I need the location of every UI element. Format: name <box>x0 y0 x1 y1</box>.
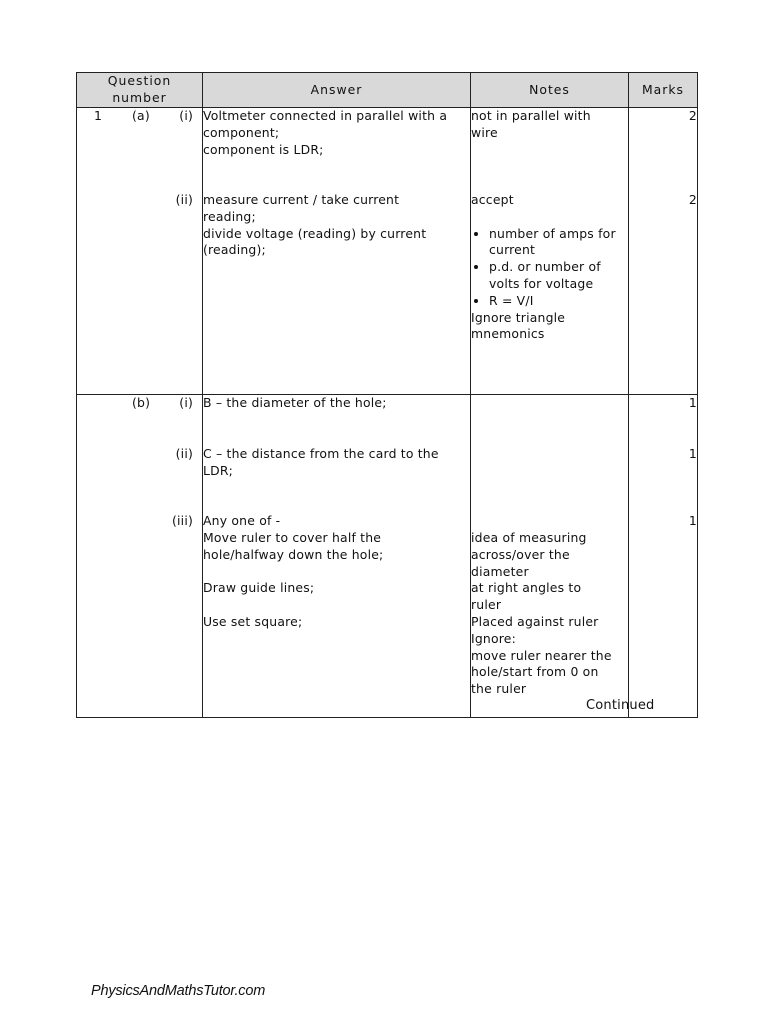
notes-line: wire <box>471 124 498 140</box>
list-item: • number of amps for current <box>489 226 628 260</box>
answer-line: Any one of - <box>203 513 281 528</box>
answer-b-i <box>203 395 470 446</box>
mark-scheme-table <box>76 72 698 718</box>
answer-line: B – the diameter of the hole; <box>203 395 387 410</box>
list-item: • p.d. or number of volts for voltage <box>489 259 628 293</box>
section-b-answer-cell <box>203 395 471 718</box>
answer-line: component; <box>203 124 280 140</box>
section-a-question-cell <box>77 108 203 395</box>
answer-line: Voltmeter connected in parallel with a <box>203 108 448 123</box>
answer-option-line: Draw guide lines; <box>203 580 315 596</box>
marks-a-ii: 2 <box>688 192 697 207</box>
notes-accept-list <box>471 226 628 310</box>
section-a-notes-cell <box>471 108 629 395</box>
section-b-notes-cell <box>471 395 629 718</box>
answer-line: (reading); <box>203 242 266 258</box>
header-marks: Marks <box>629 73 698 108</box>
subpart-a-ii-label: (ii) <box>175 192 193 207</box>
answer-a-i <box>203 108 470 192</box>
answer-line: LDR; <box>203 462 234 478</box>
subpart-b-ii-label: (ii) <box>175 446 193 461</box>
subpart-a-i-label: (i) <box>179 108 193 123</box>
footer-site-name: PhysicsAndMathsTutor.com <box>91 983 266 999</box>
notes-line: the ruler <box>471 681 527 697</box>
answer-line: reading; <box>203 208 256 224</box>
notes-line: at right angles to <box>471 580 582 596</box>
answer-a-ii <box>203 192 470 259</box>
marks-b-i: 1 <box>688 395 697 410</box>
marks-b-iii: 1 <box>688 513 697 528</box>
subpart-b-iii-label: (iii) <box>172 513 193 528</box>
notes-line: mnemonics <box>471 326 545 342</box>
notes-a-i <box>471 108 628 192</box>
part-b-label: (b) <box>132 395 151 410</box>
marks-a-i: 2 <box>688 108 697 123</box>
notes-line: across/over the <box>471 546 570 562</box>
header-notes: Notes <box>471 73 629 108</box>
section-b-marks-cell <box>629 395 698 718</box>
notes-line: move ruler nearer the <box>471 647 612 663</box>
section-a-answer-cell <box>203 108 471 395</box>
part-a-label: (a) <box>132 108 150 123</box>
notes-line: Ignore triangle <box>471 309 566 325</box>
answer-line: divide voltage (reading) by current <box>203 225 427 241</box>
header-question-number: Question number <box>77 73 203 108</box>
header-row <box>77 73 698 108</box>
question-number-1: 1 <box>94 108 103 123</box>
section-a-row <box>77 108 698 395</box>
answer-b-iii <box>203 513 470 631</box>
marks-b-ii: 1 <box>688 446 697 461</box>
section-b-question-cell <box>77 395 203 718</box>
notes-line: not in parallel with <box>471 108 591 123</box>
notes-line: ruler <box>471 597 502 613</box>
answer-line: component is LDR; <box>203 141 324 157</box>
notes-a-ii <box>471 192 628 343</box>
notes-b-iii <box>471 530 628 698</box>
answer-b-ii <box>203 446 470 513</box>
section-a-marks-cell <box>629 108 698 395</box>
list-item: • R = V/I <box>489 293 628 310</box>
answer-option-line: Move ruler to cover half the <box>203 529 382 545</box>
answer-option-line: hole/halfway down the hole; <box>203 546 384 562</box>
notes-line: hole/start from 0 on <box>471 664 599 680</box>
notes-line: Placed against ruler <box>471 613 599 629</box>
subpart-b-i-label: (i) <box>179 395 193 410</box>
notes-line: Ignore: <box>471 630 516 646</box>
notes-accept-label: accept <box>471 192 514 207</box>
answer-line: C – the distance from the card to the <box>203 446 439 461</box>
section-b-row <box>77 395 698 718</box>
answer-line: measure current / take current <box>203 192 400 207</box>
answer-option-line: Use set square; <box>203 613 303 629</box>
header-answer: Answer <box>203 73 471 108</box>
notes-line: idea of measuring <box>471 530 587 545</box>
notes-line: diameter <box>471 563 529 579</box>
continued-label: Continued <box>586 698 655 713</box>
